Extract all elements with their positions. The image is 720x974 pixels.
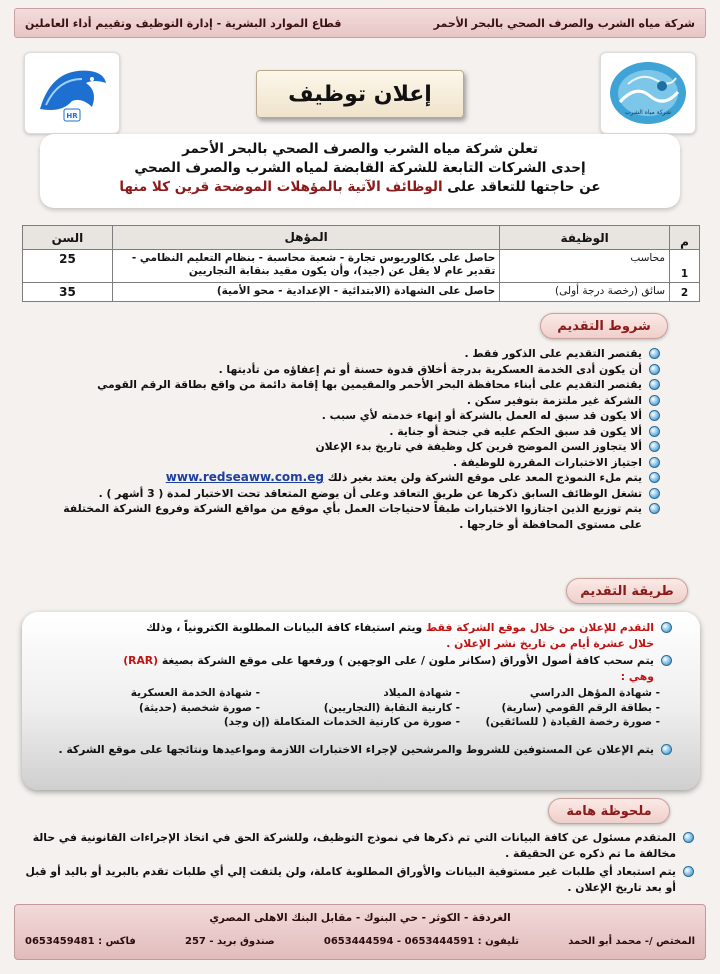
document-item: - صورة رخصة القيادة ( للسائقين) <box>485 716 660 728</box>
bullet-icon <box>661 622 672 633</box>
condition-text: يتم ملء النموذج المعد على موقع الشركة ولن يعتد بغير ذلك <box>327 471 642 484</box>
header-job: الوظيفة <box>500 226 670 250</box>
intro-line-1: تعلن شركة مياه الشرب والصرف الصحي بالبحر الأحمر <box>182 141 538 157</box>
method-item-2-tail: وهي : <box>620 669 654 683</box>
method-item-3: يتم الإعلان عن المستوفين للشروط والمرشحين لإجراء الاختبارات اللازمة ومواعيدها ونتائجها على موقع الشركة . <box>58 743 654 756</box>
table-header-row <box>23 226 700 250</box>
row-qual: حاصل على الشهادة (الابتدائية - الإعدادية - محو الأمية) <box>112 283 499 302</box>
row-qual: حاصل على بكالوريوس تجارة - شعبة محاسبة - بنظام التعليم النظامي - تقدير عام لا يقل عن (جيد)، وأن يكون مقيد بنقابة التجاريين <box>112 250 499 283</box>
svg-text:شركة مياه الشرب: شركة مياه الشرب <box>624 109 672 116</box>
bullet-icon <box>683 866 694 877</box>
bullet-icon <box>649 395 660 406</box>
row-age: 25 <box>23 250 113 283</box>
list-item <box>40 501 660 532</box>
company-name: شركة مياه الشرب والصرف الصحي بالبحر الأحمر <box>433 16 695 30</box>
list-item <box>40 377 660 393</box>
method-item-1-red: التقدم للإعلان من خلال موقع الشركة فقط <box>425 621 654 634</box>
list-item <box>42 620 672 651</box>
bullet-icon <box>649 379 660 390</box>
hr-badge: HR <box>66 112 78 120</box>
list-item <box>42 742 672 758</box>
method-item-2-text: يتم سحب كافة أصول الأوراق (سكانر ملون / على الوجهين ) ورفعها على موقع الشركة بصيغة <box>161 654 654 667</box>
conditions-list <box>40 346 660 532</box>
condition-text: ألا يتجاوز السن الموضح قرين كل وظيفة في تاريخ بدء الإعلان <box>315 440 642 453</box>
intro-line-3-prefix: عن حاجتها للتعاقد على <box>447 179 601 195</box>
row-job: محاسب <box>500 250 670 283</box>
footer <box>14 904 706 960</box>
website-link[interactable]: www.redseaww.com.eg <box>165 470 324 484</box>
table-row <box>23 283 700 302</box>
list-item <box>40 455 660 471</box>
bullet-icon <box>649 364 660 375</box>
row-job: سائق (رخصة درجة أولى) <box>500 283 670 302</box>
condition-text: الشركة غير ملتزمة بتوفير سكن . <box>466 393 642 407</box>
bullet-icon <box>649 348 660 359</box>
header-num: م <box>670 226 700 250</box>
condition-text: تشغل الوظائف السابق ذكرها عن طريق التعاقد وعلى أن يوضع المتعاقد تحت الاختبار لمدة ( 3 أشهر ) . <box>98 486 642 500</box>
method-item-1-line2: خلال عشرة أيام من تاريخ نشر الإعلان . <box>446 636 654 650</box>
list-item <box>40 486 660 502</box>
condition-text: يتم توزيع الذين اجتازوا الاختبارات طبقاً لاحتياجات العمل بأي موقع من مواقع الشركة وفروع الشركة المختلفة على مستوى المحافظة أو خارجها . <box>63 502 642 531</box>
intro-line-3-highlight: الوظائف الآتية بالمؤهلات الموضحة قرين كلا منها <box>119 179 443 195</box>
list-item <box>40 470 660 486</box>
method-box <box>22 612 700 790</box>
method-title: طريقة التقديم <box>566 578 688 604</box>
document-item: - كارنية النقابة (التجاريين) <box>323 701 460 714</box>
condition-text: يقتصر التقديم على الذكور فقط . <box>464 347 642 360</box>
list-item <box>40 424 660 440</box>
document-item: - صورة شخصية (حديثة) <box>138 701 260 714</box>
company-logo <box>600 52 696 134</box>
condition-text: ألا يكون قد سبق الحكم عليه في جنحة أو جناية . <box>389 424 642 438</box>
footer-officer: المختص /- محمد أبو الحمد <box>568 936 695 947</box>
bullet-icon <box>649 410 660 421</box>
intro-line-2: إحدى الشركات التابعة للشركة القابضة لمياه الشرب والصرف الصحي <box>134 160 586 176</box>
bullet-icon <box>661 655 672 666</box>
header-age: السن <box>23 226 113 250</box>
footer-contact-row <box>25 936 695 947</box>
bullet-icon <box>649 503 660 514</box>
condition-text: اجتياز الاختبارات المقررة للوظيفة . <box>452 455 642 469</box>
hr-logo <box>24 52 120 134</box>
method-list-2 <box>42 742 672 758</box>
intro-line-3 <box>40 178 680 197</box>
condition-text: أن يكون أدى الخدمة العسكرية بدرجة أخلاق قدوة حسنة أو تم إعفاؤه من تأديتها . <box>218 362 642 376</box>
document-item: - بطاقة الرقم القومي (سارية) <box>501 701 660 714</box>
method-list <box>42 620 672 684</box>
bullet-icon <box>661 744 672 755</box>
bullet-icon <box>649 457 660 468</box>
row-age: 35 <box>23 283 113 302</box>
row-num: 2 <box>670 283 700 302</box>
top-banner <box>14 8 706 38</box>
conditions-title: شروط التقديم <box>540 313 668 339</box>
condition-text: يقتصر التقديم على أبناء محافظة البحر الأحمر والمقيمين بها إقامة دائمة من واقع بطاقة الرقم القومي <box>97 378 642 391</box>
water-drop-logo-icon <box>606 58 690 128</box>
dolphin-logo-icon <box>32 57 112 129</box>
bullet-icon <box>649 441 660 452</box>
documents-grid <box>60 686 660 730</box>
footer-fax: فاكس : 0653459481 <box>25 936 136 947</box>
method-item-1-rest: ويتم استيفاء كافة البيانات المطلوبة الكترونياً ، وذلك <box>146 621 423 634</box>
list-item <box>24 830 694 861</box>
list-item <box>24 864 694 895</box>
row-num: 1 <box>670 250 700 283</box>
notes-title: ملحوظة هامة <box>548 798 670 824</box>
list-item <box>40 346 660 362</box>
document-item: - شهادة المؤهل الدراسي <box>529 687 660 699</box>
note-text: المتقدم مسئول عن كافة البيانات التي تم ذكرها في نموذج التوظيف، وللشركة الحق في اتخاذ الإجراءات القانونية في حالة مخالفة ما تم ذكره عن الحقيقة . <box>32 831 676 860</box>
list-item <box>40 439 660 455</box>
footer-pobox: صندوق بريد - 257 <box>185 936 275 947</box>
bullet-icon <box>649 472 660 483</box>
note-text: يتم استبعاد أي طلبات غير مستوفية البيانات والأوراق المطلوبة كاملة، ولن يلتفت إلي أي طلبات تقدم بالبريد أو باليد أو قبل أو بعد تاريخ الإعلان . <box>25 865 676 894</box>
bullet-icon <box>649 426 660 437</box>
footer-phone: تليفون : 0653444591 - 0653444594 <box>323 936 520 947</box>
bullet-icon <box>683 832 694 843</box>
condition-text: ألا يكون قد سبق له العمل بالشركة أو إنهاء خدمته لأي سبب . <box>321 409 642 422</box>
rar-format: (RAR) <box>123 654 159 667</box>
list-item <box>42 653 672 684</box>
intro-block <box>40 134 680 208</box>
page-title: إعلان توظيف <box>256 70 464 118</box>
bullet-icon <box>649 488 660 499</box>
document-item: - شهادة الخدمة العسكرية <box>130 687 260 699</box>
department-name: قطاع الموارد البشرية - إدارة التوظيف وتقييم أداء العاملين <box>25 16 342 30</box>
document-item: - صورة من كارنية الخدمات المتكاملة (إن وجد) <box>223 716 460 728</box>
jobs-table <box>22 225 700 302</box>
document-item: - شهادة الميلاد <box>383 687 460 699</box>
header-qual: المؤهل <box>112 226 499 250</box>
notes-list <box>24 830 694 895</box>
table-row <box>23 250 700 283</box>
list-item <box>40 393 660 409</box>
list-item <box>40 362 660 378</box>
footer-address: الغردقة - الكوثر - حي البنوك - مقابل البنك الاهلى المصري <box>209 912 511 924</box>
list-item <box>40 408 660 424</box>
